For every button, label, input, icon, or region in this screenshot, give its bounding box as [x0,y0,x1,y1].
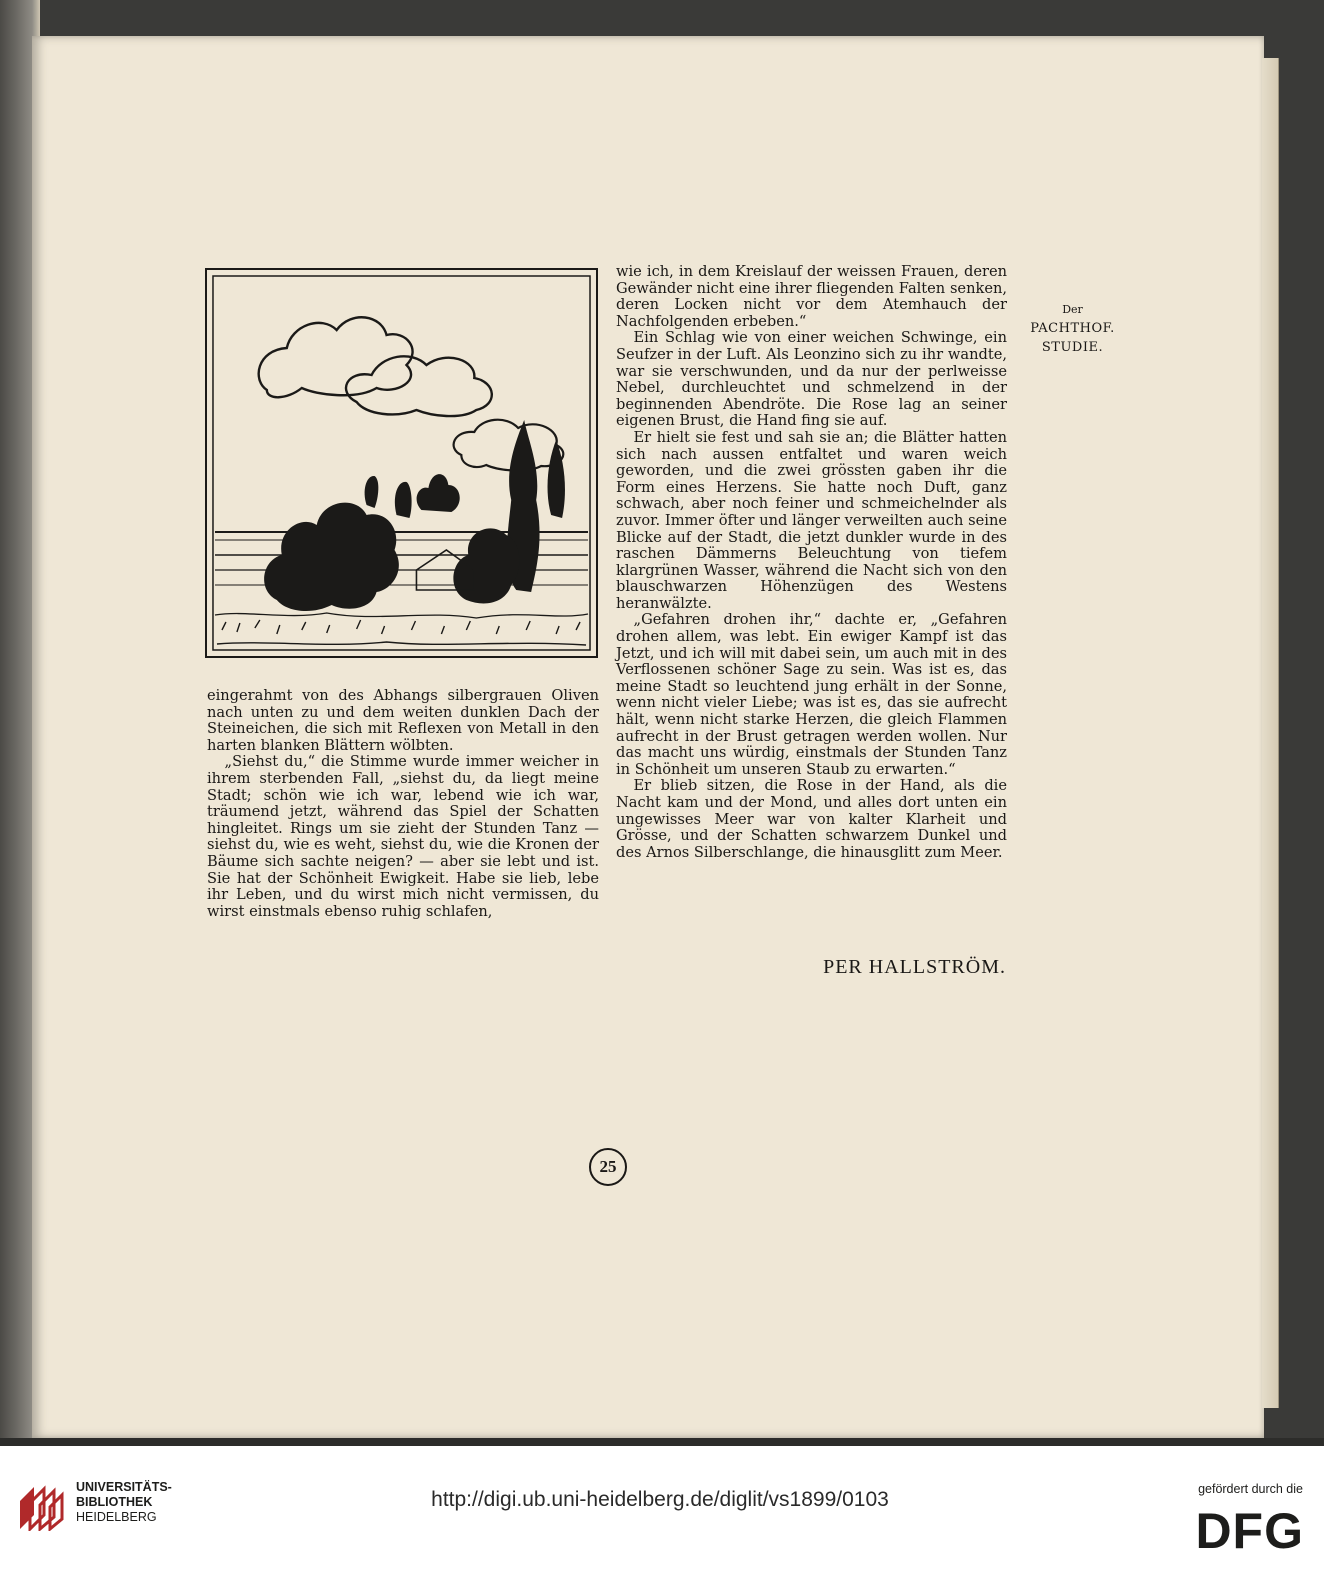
library-name-line: UNIVERSITÄTS- [76,1480,172,1494]
dfg-logo: DFG [1195,1503,1304,1559]
paragraph: Er hielt sie fest und sah sie an; die Blätter hatten sich nach aussen entfaltet und waren weich geworden, und die zwei grössten gaben ihr die Form eines Herzens. Sie hatte noch Duft, ganz schwach, aber noch feiner und schmeichelnder als zuvor. Immer öfter und länger verweilten auch seine Blicke auf der Stadt, die jetzt dunkler wurde in des raschen Dämmerns Beleuchtung von tiefem klargrünen Wasser, während die Nacht sich von den blauschwarzen Höhenzügen des Westens heranwälzte. [616,428,1007,612]
university-library-logo-icon [16,1479,66,1531]
permalink-url[interactable]: http://digi.ub.uni-heidelberg.de/diglit/vs1899/0103 [431,1488,889,1511]
margin-note [1020,300,1125,357]
paragraph: wie ich, in dem Kreislauf der weissen Frauen, deren Gewänder nicht eine ihrer fliegenden Falten senken, deren Locken nicht vor dem Atemhauch der Nachfolgenden erbeben.“ [616,263,1007,330]
landscape-illustration [205,268,598,658]
paragraph: Ein Schlag wie von einer weichen Schwinge, ein Seufzer in der Luft. Als Leonzino sich zu ihr wandte, war sie verschwunden, und da nur der perlweisse Nebel, durchleuchtet und schmelzend in der beginnenden Abendröte. Die Rose lag an seiner eigenen Brust, die Hand fing sie auf. [616,329,1007,430]
margin-note-line: Der [1062,303,1083,316]
text-column-right [616,264,1007,861]
text-column-left [207,688,599,920]
funding-caption: gefördert durch die [1198,1482,1303,1496]
library-name-line: HEIDELBERG [76,1510,157,1524]
scan-bottom-band [0,1438,1324,1446]
paragraph: eingerahmt von des Abhangs silbergrauen Oliven nach unten zu und dem weiten dunklen Dach der Steineichen, die sich mit Reflexen von Metall in den harten blanken Blättern wölbten. [207,687,599,754]
margin-note-subtitle: STUDIE. [1041,340,1104,355]
paragraph: „Gefahren drohen ihr,“ dachte er, „Gefahren drohen allem, was lebt. Ein ewiger Kampf ist das Jetzt, und ich will mit dabei sein, um auch mit in des Verflossenen schöner Sage zu sein. Was ist es, das meine Stadt so leuchtend jung erhält in der Sonne, wenn nicht vieler Liebe; was ist es, das sie aufrecht hält, wenn nicht starke Herzen, die gleich Flammen aufrecht in der Brust getragen werden wollen. Nur das macht uns würdig, einstmals der Stunden Tanz in Schönheit um unseren Staub zu erwarten.“ [616,611,1007,778]
author-signature: PER HALLSTRÖM. [823,956,1006,978]
margin-note-title: PACHTHOF. [1030,321,1115,336]
paragraph: Er blieb sitzen, die Rose in der Hand, als die Nacht kam und der Mond, und alles dort unten ein ungewisses Meer war von kalter Klarheit und Grösse, und der Schatten schwarzem Dunkel und des Arnos Silberschlange, die hinausglitt zum Meer. [616,777,1007,861]
viewer-footer [0,1446,1324,1571]
paragraph: „Siehst du,“ die Stimme wurde immer weicher in ihrem sterbenden Fall, „siehst du, da liegt meine Stadt; schön wie ich war, lebend wie ich war, träumend jetzt, während das Spiel der Schatten hingleitet. Rings um sie zieht der Stunden Tanz — siehst du, wie es weht, siehst du, wie die Kronen der Bäume sich sachte neigen? — aber sie lebt und ist. Sie hat der Schönheit Ewigkeit. Habe sie lieb, lebe ihr Leben, und du wirst mich nicht vermissen, du wirst einstmals ebenso ruhig schlafen, [207,753,599,920]
library-name [76,1480,172,1525]
library-name-line: BIBLIOTHEK [76,1495,153,1509]
page-number: 25 [589,1148,627,1186]
woodcut-landscape-image [207,270,596,656]
page-edge [1262,58,1279,1408]
